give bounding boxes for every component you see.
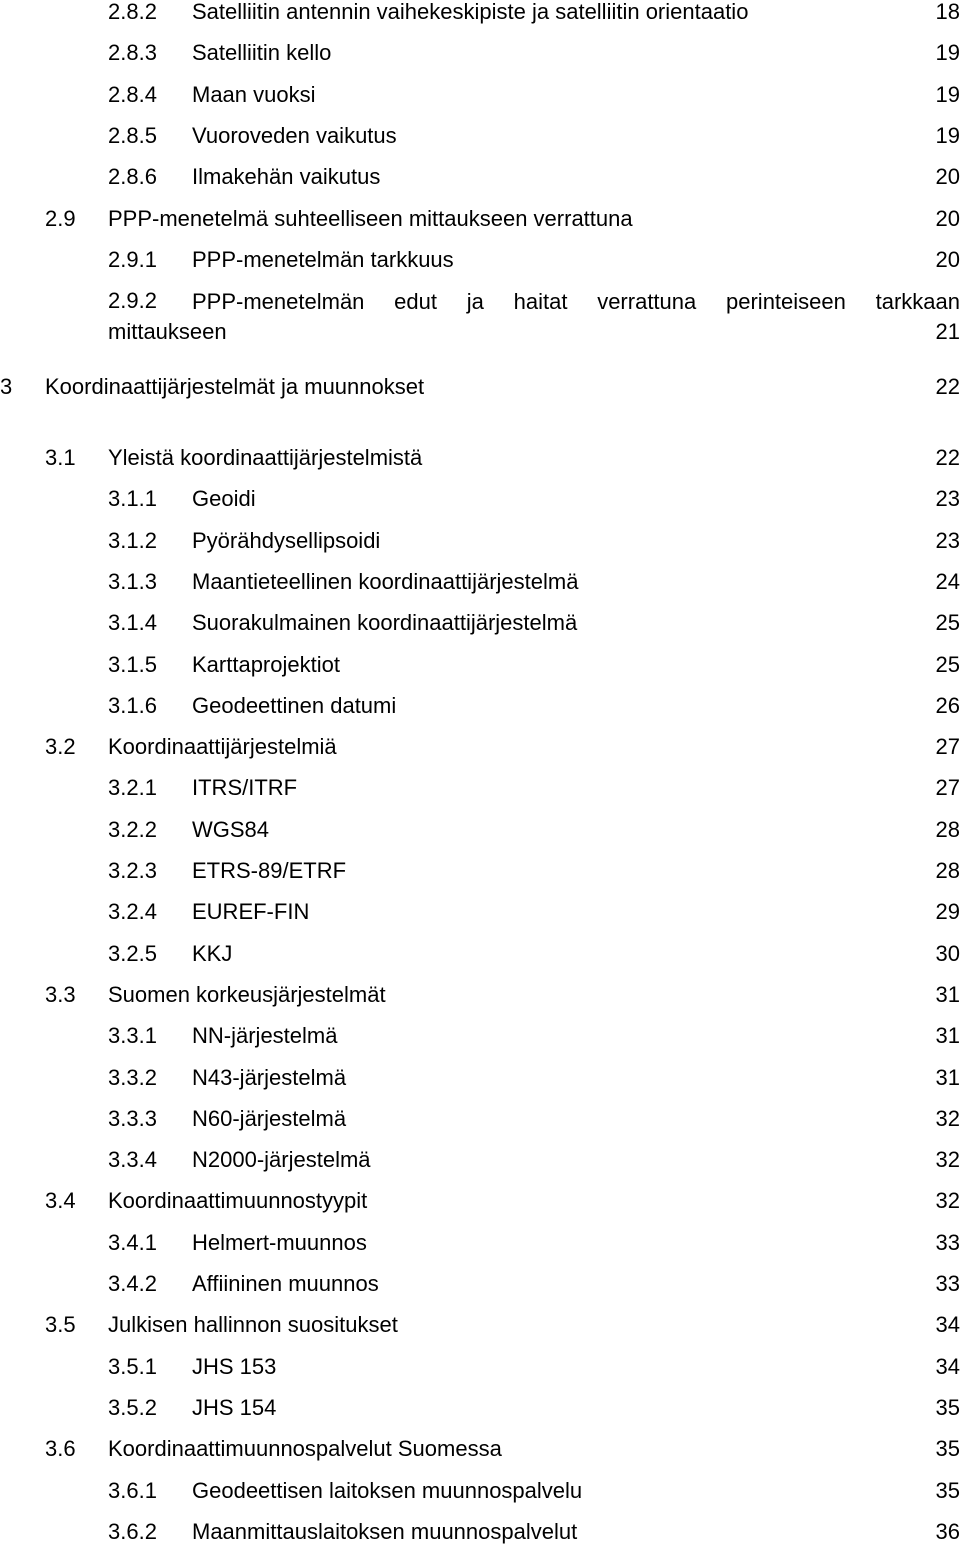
toc-entry[interactable] xyxy=(0,1063,960,1093)
toc-entry-number: 3.1.2 xyxy=(108,527,157,553)
toc-entry-number: 3.5.2 xyxy=(108,1394,157,1420)
toc-entry[interactable] xyxy=(0,1228,960,1258)
toc-entry-title: Maantieteellinen koordinaattijärjestelmä xyxy=(192,568,579,594)
toc-entry-title: JHS 153 xyxy=(192,1353,277,1379)
toc-entry-page: 22 xyxy=(935,374,960,399)
toc-entry-number: 2.9 xyxy=(45,205,76,231)
toc-entry[interactable] xyxy=(0,526,960,556)
toc-entry-page: 20 xyxy=(935,205,960,231)
toc-entry[interactable] xyxy=(0,1021,960,1051)
toc-entry[interactable] xyxy=(0,443,960,473)
toc-entry-page: 19 xyxy=(935,122,960,148)
toc-entry-page: 28 xyxy=(935,816,960,842)
toc-entry-number: 2.8.6 xyxy=(108,164,157,190)
toc-entry-page: 32 xyxy=(935,1188,960,1214)
toc-entry[interactable] xyxy=(0,1393,960,1423)
toc-entry-number: 3.6 xyxy=(45,1436,76,1462)
toc-entry-page: 34 xyxy=(935,1312,960,1338)
toc-entry-title: PPP-menetelmän tarkkuus xyxy=(192,246,454,272)
toc-entry-page: 33 xyxy=(935,1271,960,1296)
toc-entry-title: Yleistä koordinaattijärjestelmistä xyxy=(108,445,423,470)
toc-entry[interactable] xyxy=(0,1186,960,1216)
toc-entry[interactable] xyxy=(0,856,960,886)
toc-entry-page: 20 xyxy=(935,246,960,272)
toc-entry-page: 19 xyxy=(935,40,960,66)
toc-entry-title: PPP-menetelmä suhteelliseen mittaukseen verrattuna xyxy=(108,205,633,231)
toc-entry-page: 35 xyxy=(935,1477,960,1503)
toc-entry-number: 3.4.1 xyxy=(108,1229,157,1255)
toc-entry-number: 3.1.3 xyxy=(108,568,157,594)
toc-entry[interactable] xyxy=(0,162,960,192)
toc-entry-number: 3.3.2 xyxy=(108,1064,157,1090)
toc-entry-number: 3.6.1 xyxy=(108,1477,157,1503)
toc-entry-number: 3.2 xyxy=(45,734,76,760)
toc-entry[interactable] xyxy=(0,1434,960,1464)
toc-entry[interactable] xyxy=(0,567,960,597)
toc-entry-page: 35 xyxy=(935,1436,960,1462)
toc-entry-title: Suomen korkeusjärjestelmät xyxy=(108,981,386,1007)
toc-entry-number: 3.2.2 xyxy=(108,816,157,842)
toc-entry-page: 28 xyxy=(935,858,960,883)
toc-entry-page: 31 xyxy=(935,981,960,1007)
toc-entry-page: 26 xyxy=(935,692,960,718)
toc-entry-title: N60-järjestelmä xyxy=(192,1105,347,1131)
toc-entry-page: 27 xyxy=(935,775,960,801)
toc-entry-title: NN-järjestelmä xyxy=(192,1023,338,1049)
toc-entry-page: 18 xyxy=(935,0,960,24)
toc-entry-number: 3.3.1 xyxy=(108,1023,157,1049)
toc-entry-title: Satelliitin kello xyxy=(192,40,332,66)
toc-entry[interactable] xyxy=(0,0,960,27)
toc-entry-page: 34 xyxy=(935,1353,960,1379)
toc-entry-title: N2000-järjestelmä xyxy=(192,1147,371,1173)
toc-entry[interactable] xyxy=(0,650,960,680)
toc-entry-title: WGS84 xyxy=(192,816,270,842)
toc-entry-number: 3.2.1 xyxy=(108,775,157,801)
toc-entry-page: 30 xyxy=(935,940,960,966)
toc-entry-page: 32 xyxy=(935,1105,960,1131)
toc-entry-number: 2.9.2 xyxy=(108,288,157,314)
toc-entry-page: 35 xyxy=(935,1394,960,1420)
toc-entry-number: 2.8.2 xyxy=(108,0,157,24)
toc-entry[interactable] xyxy=(0,939,960,969)
toc-entry-number: 2.8.5 xyxy=(108,122,157,148)
toc-entry-number: 3.3.4 xyxy=(108,1147,157,1173)
toc-entry[interactable] xyxy=(0,1476,960,1506)
toc-entry[interactable] xyxy=(0,286,960,356)
toc-entry-page: 23 xyxy=(935,527,960,553)
toc-entry[interactable] xyxy=(0,484,960,514)
toc-entry[interactable] xyxy=(0,732,960,762)
toc-entry-number: 3.5 xyxy=(45,1312,76,1338)
toc-entry-page: 27 xyxy=(935,734,960,760)
toc-entry-title: ETRS-89/ETRF xyxy=(192,858,347,883)
toc-entry[interactable] xyxy=(0,1104,960,1134)
toc-entry-title: EUREF-FIN xyxy=(192,899,310,925)
toc-entry-title: Koordinaattimuunnostyypit xyxy=(108,1188,368,1214)
toc-entry-page: 25 xyxy=(935,651,960,677)
toc-entry-title: ITRS/ITRF xyxy=(192,775,298,801)
toc-entry[interactable] xyxy=(0,38,960,68)
toc-entry-number: 3 xyxy=(0,374,13,399)
toc-entry-number: 3.1.4 xyxy=(108,610,157,636)
toc-entry-number: 3.2.5 xyxy=(108,940,157,966)
toc-entry-page: 29 xyxy=(935,899,960,925)
toc-entry-page: 33 xyxy=(935,1229,960,1255)
toc-entry-page: 22 xyxy=(935,445,960,470)
toc-entry-title: JHS 154 xyxy=(192,1394,277,1420)
toc-entry-page: 24 xyxy=(935,568,960,594)
toc-entry[interactable] xyxy=(0,245,960,275)
toc-entry-number: 2.8.4 xyxy=(108,81,157,107)
toc-entry-number: 3.3.3 xyxy=(108,1105,157,1131)
toc-entry-page: 31 xyxy=(935,1064,960,1090)
toc-entry[interactable] xyxy=(0,773,960,803)
toc-entry-page: 21 xyxy=(935,319,960,345)
toc-entry-number: 3.4.2 xyxy=(108,1271,157,1296)
toc-entry[interactable] xyxy=(0,372,960,402)
toc-entry-page: 32 xyxy=(935,1147,960,1173)
toc-entry-number: 3.5.1 xyxy=(108,1353,157,1379)
toc-entry[interactable] xyxy=(0,204,960,234)
toc-entry-number: 3.3 xyxy=(45,981,76,1007)
toc-entry[interactable] xyxy=(0,897,960,927)
toc-entry-title: N43-järjestelmä xyxy=(192,1064,347,1090)
toc-entry-page: 36 xyxy=(935,1518,960,1544)
toc-entry[interactable] xyxy=(0,608,960,638)
toc-entry-number: 3.2.3 xyxy=(108,858,157,883)
toc-entry-number: 3.6.2 xyxy=(108,1518,157,1544)
toc-entry-title: Affiininen muunnos xyxy=(192,1271,379,1296)
toc-entry-title: Maan vuoksi xyxy=(192,81,316,107)
toc-entry-title-continuation: mittaukseen xyxy=(108,319,227,345)
toc-entry-number: 3.1 xyxy=(45,445,76,470)
toc-entry-number: 3.1.6 xyxy=(108,692,157,718)
toc-entry-title: KKJ xyxy=(192,940,233,966)
toc-entry-title: PPP-menetelmän edut ja haitat verrattuna perinteiseen tarkkaan xyxy=(192,289,960,315)
toc-entry-number: 3.4 xyxy=(45,1188,76,1214)
toc-entry[interactable] xyxy=(0,815,960,845)
toc-entry-title: Karttaprojektiot xyxy=(192,651,340,677)
toc-entry-page: 25 xyxy=(935,610,960,636)
toc-entry-page: 23 xyxy=(935,486,960,512)
toc-entry-title: Geodeettinen datumi xyxy=(192,692,397,718)
toc-entry-title: Koordinaattijärjestelmät ja muunnokset xyxy=(45,374,425,399)
toc-entry[interactable] xyxy=(0,80,960,110)
toc-entry-page: 19 xyxy=(935,81,960,107)
toc-entry-title: Suorakulmainen koordinaattijärjestelmä xyxy=(192,610,578,636)
toc-entry[interactable] xyxy=(0,1310,960,1340)
toc-entry[interactable] xyxy=(0,121,960,151)
toc-entry-title: Pyörähdysellipsoidi xyxy=(192,527,381,553)
toc-entry-title: Vuoroveden vaikutus xyxy=(192,122,397,148)
toc-entry-title: Koordinaattimuunnospalvelut Suomessa xyxy=(108,1436,502,1462)
toc-entry[interactable] xyxy=(0,1145,960,1175)
toc-entry-page: 31 xyxy=(935,1023,960,1049)
toc-entry[interactable] xyxy=(0,1517,960,1547)
toc-entry[interactable] xyxy=(0,980,960,1010)
toc-entry-title: Helmert-muunnos xyxy=(192,1229,367,1255)
toc-entry-number: 2.8.3 xyxy=(108,40,157,66)
toc-entry[interactable] xyxy=(0,1269,960,1299)
toc-entry-number: 2.9.1 xyxy=(108,246,157,272)
toc-entry-title: Julkisen hallinnon suositukset xyxy=(108,1312,398,1338)
toc-entry-number: 3.2.4 xyxy=(108,899,157,925)
toc-entry-page: 20 xyxy=(935,164,960,190)
toc-entry-number: 3.1.1 xyxy=(108,486,157,512)
toc-entry-number: 3.1.5 xyxy=(108,651,157,677)
toc-entry[interactable] xyxy=(0,691,960,721)
toc-entry-title: Satelliitin antennin vaihekeskipiste ja satelliitin orientaatio xyxy=(192,0,749,24)
toc-entry-title: Koordinaattijärjestelmiä xyxy=(108,734,337,760)
toc-entry-title: Ilmakehän vaikutus xyxy=(192,164,381,190)
toc-entry[interactable] xyxy=(0,1352,960,1382)
toc-entry-title: Geoidi xyxy=(192,486,256,512)
toc-entry-title: Geodeettisen laitoksen muunnospalvelu xyxy=(192,1477,583,1503)
toc-entry-title: Maanmittauslaitoksen muunnospalvelut xyxy=(192,1518,578,1544)
